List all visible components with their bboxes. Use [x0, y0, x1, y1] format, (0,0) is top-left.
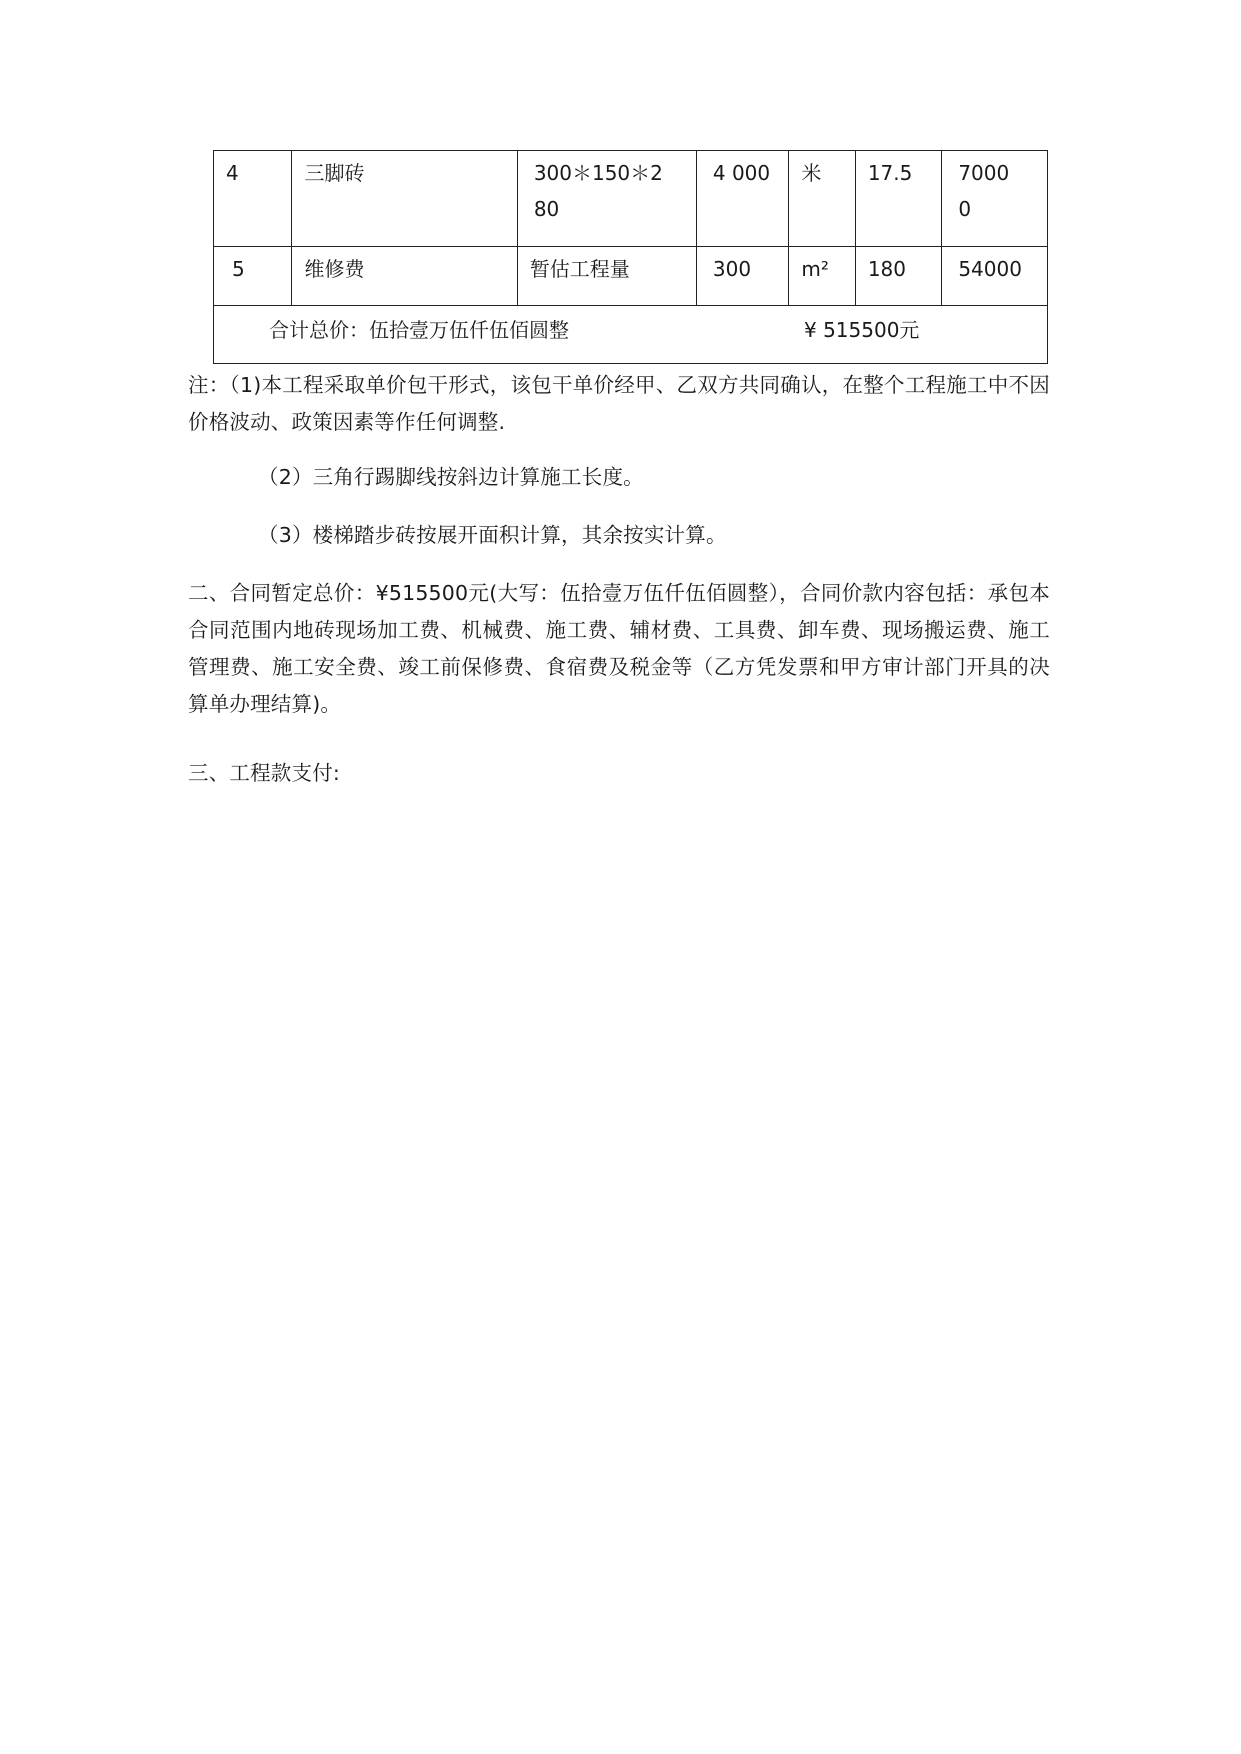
item-number-cell: 4	[214, 151, 292, 247]
total-label: 合计总价：伍拾壹万伍仟伍佰圆整	[269, 318, 569, 342]
note-3: （3）楼梯踏步砖按展开面积计算，其余按实计算。	[258, 523, 727, 547]
item-amount-cell: 54000	[942, 247, 1048, 306]
table-row	[214, 247, 1048, 306]
section-2-paragraph: 二、合同暂定总价：¥515500元(大写：伍拾壹万伍仟伍佰圆整），合同价款内容包括：承包本合同范围内地砖现场加工费、机械费、施工费、辅材费、工具费、卸车费、现场搬运费、施工管理费、施工安全费、竣工前保修费、食宿费及税金等（乙方凭发票和甲方审计部门开具的决算单办理结算)。	[188, 581, 1050, 716]
table-total-row	[214, 306, 1048, 364]
total-cell	[214, 306, 1048, 364]
item-spec-cell: 暂估工程量	[517, 247, 696, 306]
item-spec-cell: 300＊150＊280	[517, 151, 696, 247]
note-1: 注：（1)本工程采取单价包干形式，该包干单价经甲、乙双方共同确认，在整个工程施工中不因价格波动、政策因素等作任何调整.	[188, 373, 1050, 434]
item-number-cell: 5	[214, 247, 292, 306]
item-price-cell: 17.5	[855, 151, 942, 247]
item-unit-cell: 米	[789, 151, 855, 247]
item-qty-cell: 4 000	[696, 151, 789, 247]
note-2: （2）三角行踢脚线按斜边计算施工长度。	[258, 465, 644, 489]
price-table	[213, 150, 1048, 364]
total-amount: ¥ 515500元	[804, 318, 920, 342]
item-qty-cell: 300	[696, 247, 789, 306]
table-row	[214, 151, 1048, 247]
item-unit-cell: m²	[789, 247, 855, 306]
item-amount-cell: 70000	[942, 151, 1048, 247]
section-3-heading: 三、工程款支付:	[188, 761, 341, 785]
item-name-cell: 维修费	[292, 247, 517, 306]
item-price-cell: 180	[855, 247, 942, 306]
item-name-cell: 三脚砖	[292, 151, 517, 247]
